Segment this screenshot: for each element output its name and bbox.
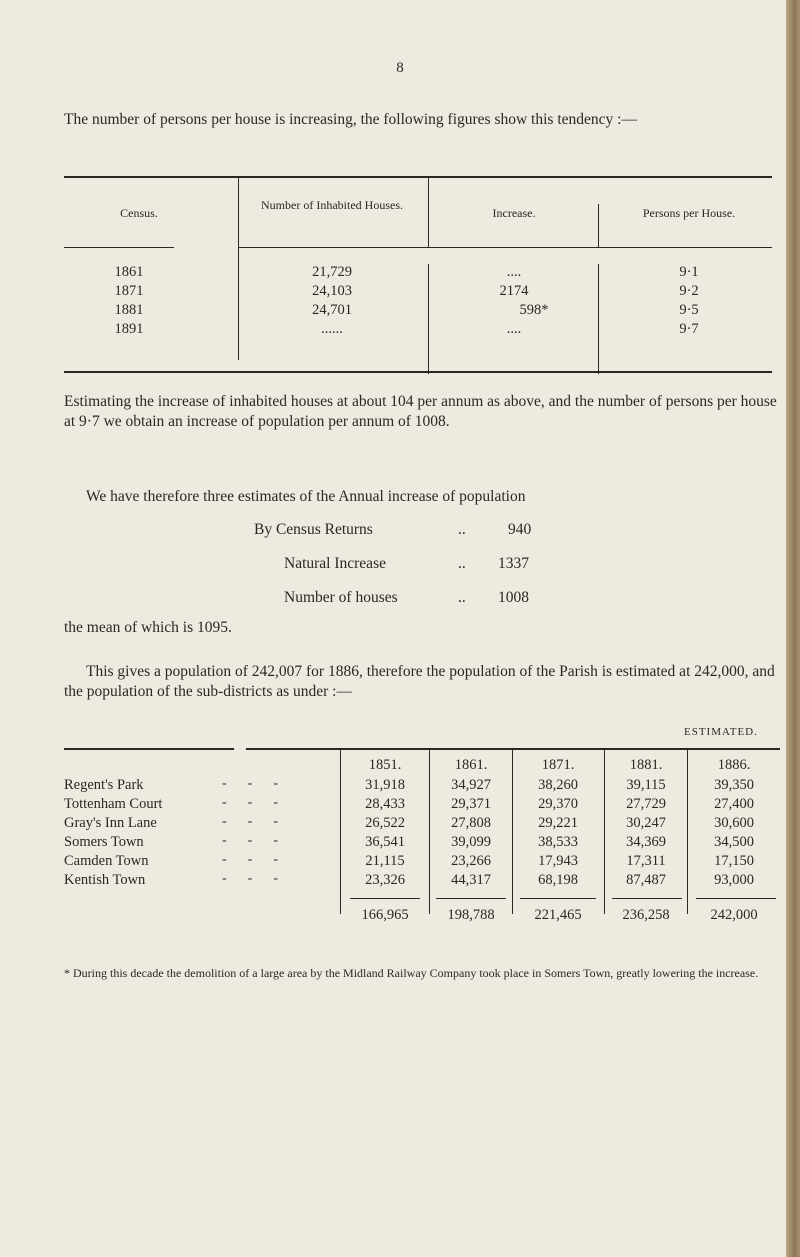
header-persons: Persons per House. bbox=[642, 206, 736, 220]
estimate-value: 1337 bbox=[498, 555, 529, 572]
sum-rule bbox=[520, 898, 596, 899]
table-cell: 17,150 bbox=[714, 853, 754, 869]
table-cell: 30,247 bbox=[626, 815, 666, 831]
total-cell: 242,000 bbox=[710, 907, 758, 923]
table-cell: 26,522 bbox=[365, 815, 405, 831]
intro-paragraph: The number of persons per house is increasing, the following figures show this tendency :— bbox=[64, 111, 637, 128]
subdistrict-table bbox=[64, 748, 780, 928]
column-divider bbox=[238, 248, 239, 360]
table-cell: 21,729 bbox=[312, 264, 352, 280]
table-cell: 598* bbox=[519, 302, 549, 318]
estimate-value: 940 bbox=[508, 521, 532, 538]
estimate-label: Number of houses bbox=[284, 589, 398, 606]
table-cell: 23,326 bbox=[365, 872, 405, 888]
year-header: 1871. bbox=[541, 757, 575, 773]
table-cell: 39,099 bbox=[451, 834, 491, 850]
sum-rule bbox=[696, 898, 776, 899]
table-cell: 29,221 bbox=[538, 815, 578, 831]
footnote: * During this decade the demolition of a large area by the Midland Railway Company took place in Somers Town, greatly lowering the increase. bbox=[64, 966, 759, 980]
year-header: 1851. bbox=[368, 757, 402, 773]
sum-rule bbox=[612, 898, 682, 899]
estimating-paragraph: Estimating the increase of inhabited houses at about 104 per annum as above, and the number of persons per house at 9·7 we obtain an increase of population per annum of 1008. bbox=[64, 393, 777, 430]
table-cell: 24,701 bbox=[312, 302, 352, 318]
district-name: Kentish Town bbox=[64, 872, 146, 888]
estimate-dots: .. bbox=[458, 521, 466, 538]
table-cell: 27,808 bbox=[451, 815, 491, 831]
table-body bbox=[64, 248, 772, 373]
column-divider bbox=[340, 748, 341, 914]
mean-sentence: the mean of which is 1095. bbox=[64, 619, 232, 636]
estimated-label: ESTIMATED. bbox=[684, 726, 758, 738]
page-edge bbox=[786, 0, 800, 1257]
table-cell: 39,115 bbox=[626, 777, 666, 793]
total-cell: 166,965 bbox=[361, 907, 409, 923]
table-cell: 9·2 bbox=[679, 283, 699, 299]
table-cell: 1861 bbox=[114, 264, 144, 280]
table-cell: 9·1 bbox=[679, 264, 699, 280]
estimates-intro: We have therefore three estimates of the Annual increase of population bbox=[86, 488, 526, 505]
table-cell: 24,103 bbox=[312, 283, 352, 299]
table-cell: 27,729 bbox=[626, 796, 666, 812]
sum-rule bbox=[436, 898, 506, 899]
table-bottom-rule bbox=[64, 371, 772, 373]
leader-dashes: - - - bbox=[222, 814, 278, 829]
column-divider bbox=[428, 178, 429, 248]
table-cell: 17,311 bbox=[626, 853, 666, 869]
table-cell: .... bbox=[506, 264, 522, 280]
table-cell: 1891 bbox=[114, 321, 144, 337]
table-cell: 38,260 bbox=[538, 777, 578, 793]
table-cell: 34,927 bbox=[451, 777, 491, 793]
column-divider bbox=[598, 204, 599, 248]
table-cell: 2174 bbox=[499, 283, 529, 299]
leader-dashes: - - - bbox=[222, 795, 278, 810]
year-header: 1881. bbox=[629, 757, 663, 773]
table-cell: 34,500 bbox=[714, 834, 754, 850]
table-cell: 9·7 bbox=[679, 321, 699, 337]
estimate-label: By Census Returns bbox=[254, 521, 373, 538]
table-cell: ...... bbox=[321, 321, 343, 337]
year-header: 1861. bbox=[454, 757, 488, 773]
estimate-dots: .. bbox=[458, 555, 466, 572]
district-name: Camden Town bbox=[64, 853, 149, 869]
table-cell: 17,943 bbox=[538, 853, 578, 869]
header-increase: Increase. bbox=[492, 206, 536, 220]
table-top-rule bbox=[246, 748, 780, 750]
estimate-label: Natural Increase bbox=[284, 555, 386, 572]
table-cell: 36,541 bbox=[365, 834, 405, 850]
column-divider bbox=[238, 178, 239, 248]
leader-dashes: - - - bbox=[222, 776, 278, 791]
census-table bbox=[64, 176, 772, 373]
table-cell: 39,350 bbox=[714, 777, 754, 793]
table-cell: 1871 bbox=[114, 283, 144, 299]
table-cell: 1881 bbox=[114, 302, 144, 318]
table-cell: 23,266 bbox=[451, 853, 491, 869]
table-cell: .... bbox=[506, 321, 522, 337]
district-name: Tottenham Court bbox=[64, 796, 163, 812]
page-number: 8 bbox=[396, 60, 404, 76]
sum-rule bbox=[350, 898, 420, 899]
estimate-dots: .. bbox=[458, 589, 466, 606]
population-paragraph: This gives a population of 242,007 for 1886, therefore the population of the Parish is estimated at 242,000, and the population of the sub-districts as under :— bbox=[64, 663, 775, 700]
column-divider bbox=[598, 264, 599, 374]
table-cell: 29,371 bbox=[451, 796, 491, 812]
total-cell: 236,258 bbox=[622, 907, 670, 923]
column-divider bbox=[428, 264, 429, 374]
table-header bbox=[64, 178, 772, 248]
table-cell: 34,369 bbox=[626, 834, 666, 850]
table-cell: 28,433 bbox=[365, 796, 405, 812]
table-cell: 27,400 bbox=[714, 796, 754, 812]
leader-dashes: - - - bbox=[222, 833, 278, 848]
table-cell: 68,198 bbox=[538, 872, 578, 888]
table-cell: 38,533 bbox=[538, 834, 578, 850]
table-cell: 9·5 bbox=[679, 302, 699, 318]
header-houses: Number of Inhabited Houses. bbox=[261, 198, 403, 212]
table-cell: 31,918 bbox=[365, 777, 405, 793]
district-name: Regent's Park bbox=[64, 777, 144, 793]
district-name: Somers Town bbox=[64, 834, 144, 850]
table-cell: 87,487 bbox=[626, 872, 666, 888]
district-name: Gray's Inn Lane bbox=[64, 815, 157, 831]
table-cell: 21,115 bbox=[365, 853, 405, 869]
table-cell: 30,600 bbox=[714, 815, 754, 831]
year-header: 1886. bbox=[717, 757, 751, 773]
table-cell: 93,000 bbox=[714, 872, 754, 888]
table-cell: 44,317 bbox=[451, 872, 491, 888]
table-cell: 29,370 bbox=[538, 796, 578, 812]
total-cell: 198,788 bbox=[447, 907, 495, 923]
leader-dashes: - - - bbox=[222, 871, 278, 886]
total-cell: 221,465 bbox=[534, 907, 582, 923]
leader-dashes: - - - bbox=[222, 852, 278, 867]
estimate-value: 1008 bbox=[498, 589, 529, 606]
header-census: Census. bbox=[120, 206, 158, 220]
table-top-rule bbox=[64, 748, 234, 750]
